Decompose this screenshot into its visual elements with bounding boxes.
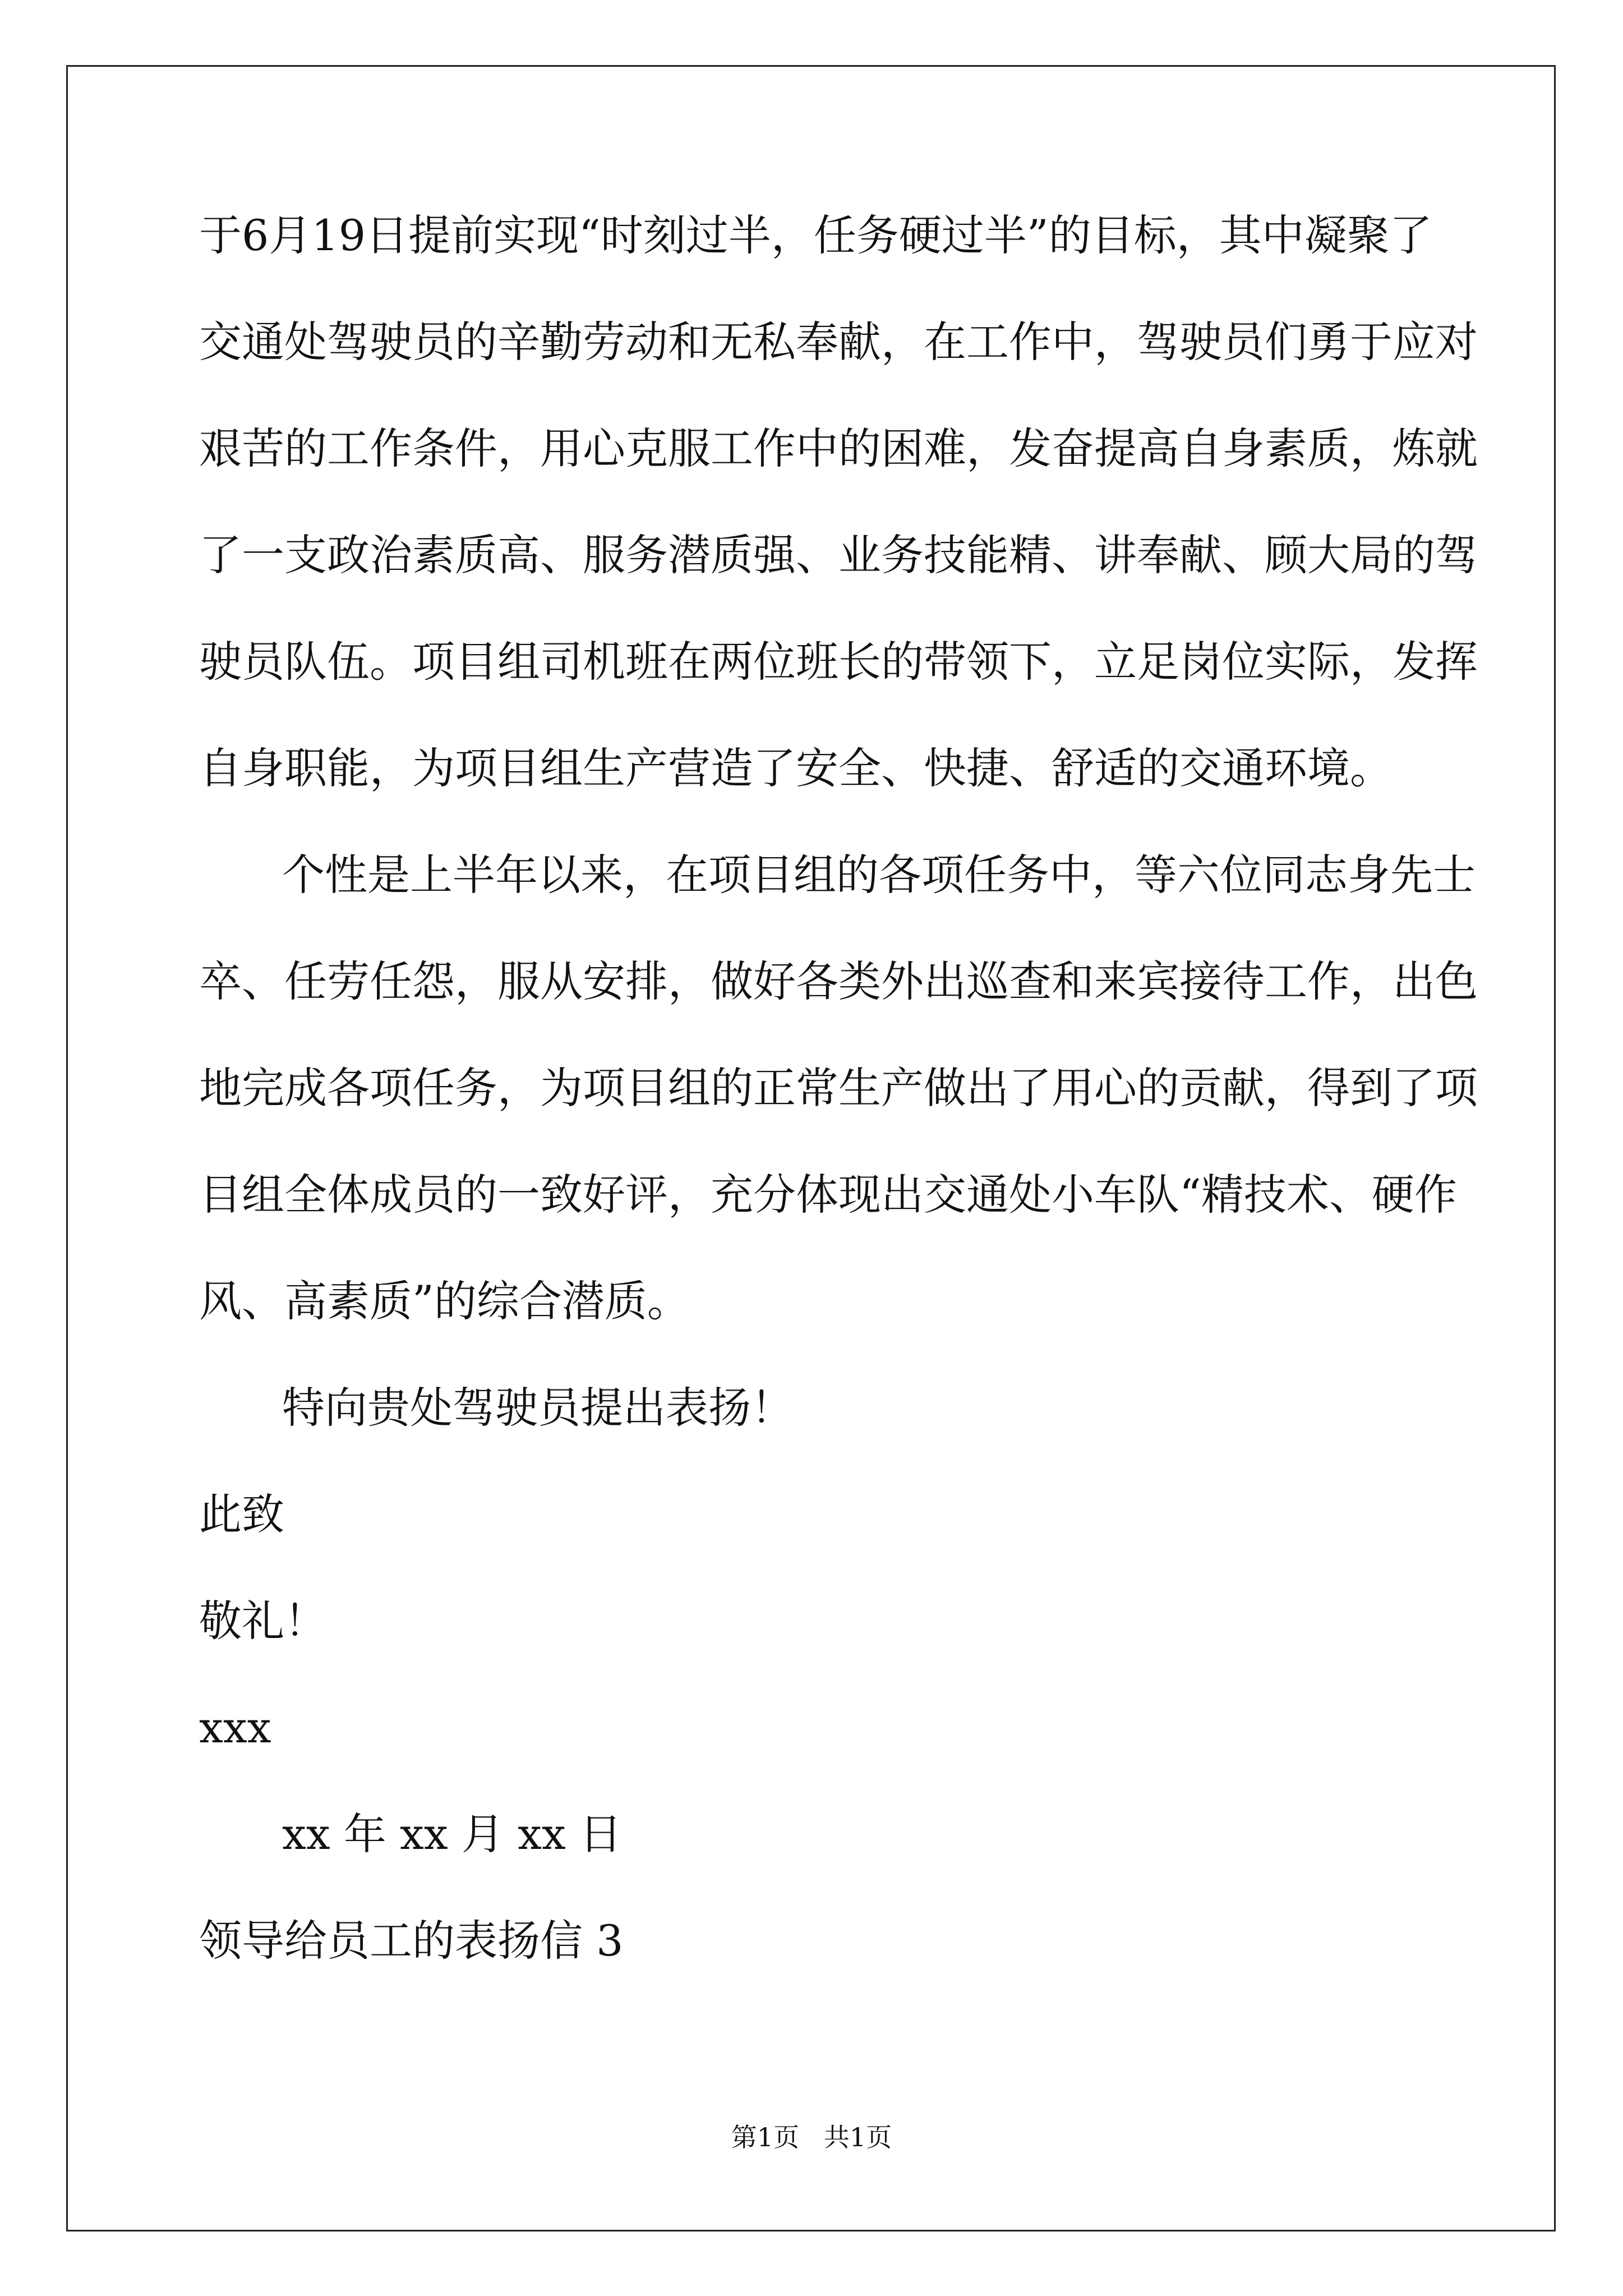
next-section-heading: 领导给员工的表扬信 3 xyxy=(199,1916,624,1966)
paragraph-1-line-1: 于6月19日提前实现“时刻过半，任务硬过半”的目标，其中凝聚了 xyxy=(199,210,1432,260)
paragraph-2-line-5: 风、高素质”的综合潜质。 xyxy=(199,1276,690,1326)
paragraph-2-line-2: 卒、任劳任怨，服从安排，做好各类外出巡查和来宾接待工作，出色 xyxy=(199,956,1478,1006)
paragraph-1-line-2: 交通处驾驶员的辛勤劳动和无私奉献，在工作中，驾驶员们勇于应对 xyxy=(199,317,1478,367)
date-line: xx 年 xx 月 xx 日 xyxy=(282,1809,622,1859)
commendation-text: 特向贵处驾驶员提出表扬！ xyxy=(282,1383,794,1433)
paragraph-2-line-4: 目组全体成员的一致好评，充分体现出交通处小车队“精技术、硬作 xyxy=(199,1170,1457,1220)
paragraph-1-line-4: 了一支政治素质高、服务潜质强、业务技能精、讲奉献、顾大局的驾 xyxy=(199,530,1478,580)
page-footer: 第1页 共1页 xyxy=(731,2122,892,2152)
signature: xxx xyxy=(199,1703,271,1752)
paragraph-2-line-1: 个性是上半年以来，在项目组的各项任务中，等六位同志身先士 xyxy=(282,850,1476,900)
salutation-ci-zhi: 此致 xyxy=(199,1489,284,1539)
salutation-jing-li: 敬礼！ xyxy=(199,1596,327,1646)
paragraph-1-line-5: 驶员队伍。项目组司机班在两位班长的带领下，立足岗位实际，发挥 xyxy=(199,637,1478,687)
page-frame xyxy=(66,65,1556,2231)
paragraph-1-line-3: 艰苦的工作条件，用心克服工作中的困难，发奋提高自身素质，炼就 xyxy=(199,424,1478,473)
paragraph-2-line-3: 地完成各项任务，为项目组的正常生产做出了用心的贡献，得到了项 xyxy=(199,1063,1478,1113)
paragraph-1-line-6: 自身职能，为项目组生产营造了安全、快捷、舒适的交通环境。 xyxy=(199,743,1393,793)
